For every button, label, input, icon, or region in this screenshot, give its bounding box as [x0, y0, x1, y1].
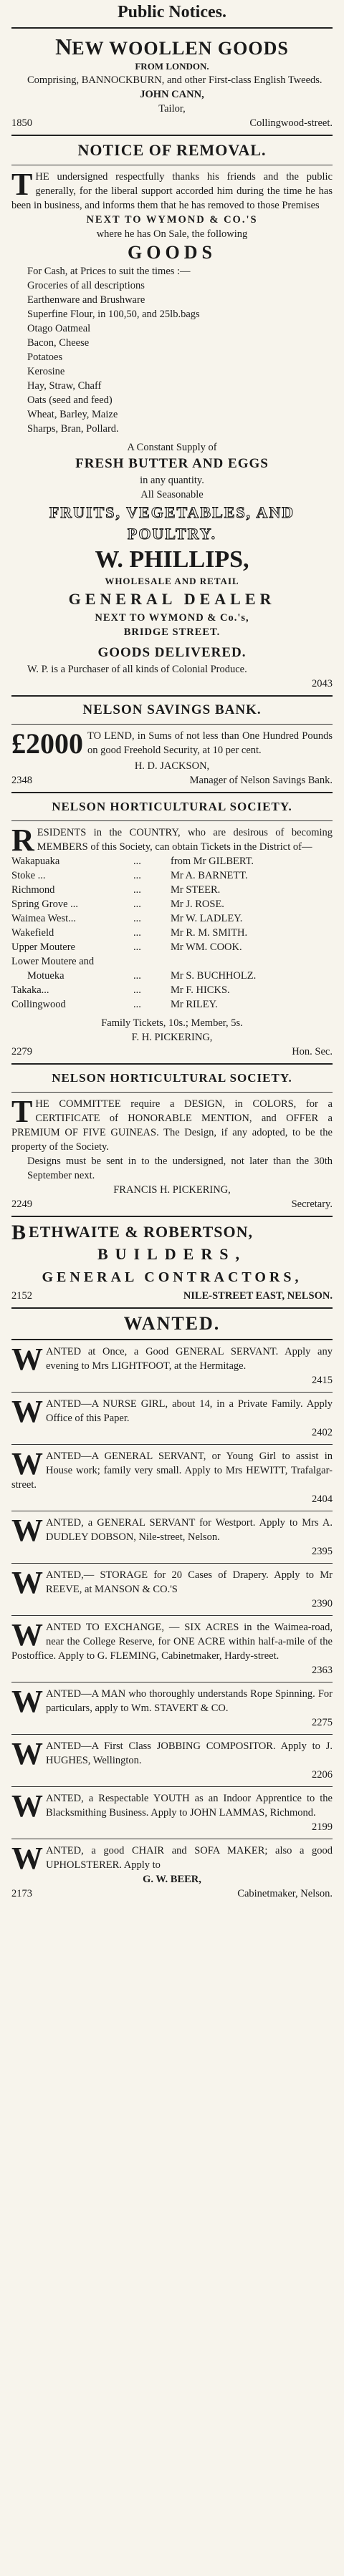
ad-number: 2249 — [11, 1199, 32, 1210]
ad-body: ANTED, a Respectable YOUTH as an Indoor Apprentice to the Blacksmithing Business. Apply to JOHN LAMMAS, Richmond. — [46, 1793, 333, 1819]
ad-title: NELSON SAVINGS BANK. — [82, 702, 262, 717]
list-item: Hay, Straw, Chaff — [27, 380, 102, 392]
ad-number: 2152 — [11, 1290, 32, 1302]
ad-body: TO LEND, in Sums of not less than One Hundred Pounds on good Freehold Security, at 10 per cent. — [87, 730, 333, 756]
drop-cap: W — [11, 1513, 43, 1548]
drop-cap: W — [11, 1736, 43, 1771]
ad-advertiser-name: JOHN CANN, — [140, 89, 204, 100]
ad-number: 2043 — [312, 678, 333, 689]
wanted-ad — [11, 1565, 333, 1611]
divider — [11, 724, 333, 725]
ad-body: HE undersigned respectfully thanks his friends and the public generally, for the liberal support accorded him during the time he has been in business, and informs them that he has removed to those Premises — [11, 171, 333, 211]
ad-savings-bank — [11, 701, 333, 788]
ad-cash-line: For Cash, at Prices to suit the times :— — [27, 266, 191, 277]
drop-cap: B — [11, 1221, 27, 1244]
divider — [11, 1063, 333, 1065]
ad-advertiser-name: FRANCIS H. PICKERING, — [113, 1184, 231, 1196]
ad-title: NELSON HORTICULTURAL SOCIETY. — [52, 1071, 292, 1085]
divider — [11, 1444, 333, 1445]
drop-cap: R — [11, 823, 34, 858]
agent-list — [11, 854, 333, 1012]
divider — [11, 1092, 333, 1093]
ad-footer: W. P. is a Purchaser of all kinds of Colonial Produce. — [27, 664, 247, 675]
agent-row: Spring Grove ... ... Mr J. ROSE. — [11, 899, 224, 910]
wanted-ad — [11, 1788, 333, 1834]
ad-title: NELSON HORTICULTURAL SOCIETY. — [52, 800, 292, 813]
list-item: Bacon, Cheese — [27, 337, 90, 349]
ad-number: 2363 — [312, 1665, 333, 1676]
ad-title: NOTICE OF REMOVAL. — [77, 141, 267, 159]
divider — [11, 1563, 333, 1564]
ad-quantity-line: in any quantity. — [140, 475, 204, 486]
ad-advertiser-role: Manager of Nelson Savings Bank. — [189, 775, 333, 786]
divider — [11, 1392, 333, 1393]
ad-advertiser-role: Tailor, — [158, 103, 186, 115]
ad-body: ANTED,— STORAGE for 20 Cases of Drapery. Apply to Mr REEVE, at MANSON & CO.'S — [46, 1569, 333, 1595]
ad-horticultural-design — [11, 1069, 333, 1211]
ad-builders — [11, 1221, 333, 1303]
list-item: Potatoes — [27, 352, 63, 363]
ad-body: ANTED at Once, a Good GENERAL SERVANT. Apply any evening to Mrs LIGHTFOOT, at the Hermitage. — [46, 1346, 333, 1372]
ad-supply-line: A Constant Supply of — [127, 442, 217, 453]
section-title-public-notices: Public Notices. — [118, 3, 226, 21]
ad-signature: G. W. BEER, — [143, 1874, 201, 1885]
ad-number: 2173 — [11, 1888, 32, 1899]
ad-advertiser-role: Secretary. — [291, 1199, 333, 1210]
wanted-ad — [11, 1394, 333, 1440]
drop-cap: W — [11, 1617, 43, 1652]
wanted-ad — [11, 1736, 333, 1782]
ad-street-line: BRIDGE STREET. — [123, 626, 221, 638]
ad-horticultural-tickets — [11, 798, 333, 1059]
drop-cap: W — [11, 1788, 43, 1824]
ad-advertiser-name: F. H. PICKERING, — [131, 1032, 213, 1043]
agent-row: Collingwood ... Mr RILEY. — [11, 999, 218, 1010]
ad-tickets-line: Family Tickets, 10s.; Member, 5s. — [101, 1017, 243, 1029]
divider — [11, 1615, 333, 1616]
ad-firm-name: ETHWAITE & ROBERTSON, — [29, 1223, 254, 1241]
ad-sale-line: where he has On Sale, the following — [96, 228, 248, 240]
ad-advertiser-role: Hon. Sec. — [292, 1046, 333, 1057]
drop-cap: T — [11, 1094, 33, 1129]
ad-number: 2390 — [312, 1598, 333, 1609]
ad-number: 2404 — [312, 1493, 333, 1505]
list-item: Otago Oatmeal — [27, 323, 91, 334]
agent-row: Waimea West... ... Mr W. LADLEY. — [11, 913, 243, 924]
drop-cap: W — [11, 1565, 43, 1600]
agent-row: Takaka... ... Mr F. HICKS. — [11, 984, 230, 996]
list-item: Superfine Flour, in 100,50, and 25lb.bags — [27, 309, 200, 320]
agent-row: Stoke ... ... Mr A. BARNETT. — [11, 870, 248, 881]
agent-row: Richmond ... Mr STEER. — [11, 884, 221, 896]
ad-body: HE COMMITTEE require a DESIGN, in COLORS, for a CERTIFICATE of HONORABLE MENTION, and OFFER a PREMIUM OF FIVE GUINEAS. The Design, if any adopted, to be the property of the Society. — [11, 1098, 333, 1153]
ad-trade-line: WHOLESALE AND RETAIL — [105, 576, 239, 586]
drop-cap: W — [11, 1394, 43, 1429]
agent-row: Upper Moutere ... Mr WM. COOK. — [11, 941, 242, 953]
wanted-ad — [11, 1446, 333, 1506]
drop-cap: W — [11, 1684, 43, 1719]
ad-body: ANTED, a GENERAL SERVANT for Westport. Apply to Mrs A. DUDLEY DOBSON, Nile-street, Nelson. — [46, 1517, 333, 1543]
ad-advertiser-name: W. PHILLIPS, — [95, 546, 249, 573]
ad-number: 2199 — [312, 1821, 333, 1833]
agent-row: Wakefield ... Mr R. M. SMITH. — [11, 927, 248, 939]
wanted-ad — [11, 1841, 333, 1901]
wanted-ad — [11, 1513, 333, 1559]
ad-notice-of-removal — [11, 140, 333, 691]
ad-headline-initial: N — [55, 34, 72, 59]
ad-goods-heading: GOODS — [128, 242, 216, 263]
ad-body-2: Designs must be sent in to the undersigned, not later than the 30th September next. — [27, 1156, 333, 1181]
ad-number: 2402 — [312, 1427, 333, 1438]
ad-fruits-heading: FRUITS, VEGETABLES, AND — [49, 503, 295, 521]
divider — [11, 1734, 333, 1735]
divider — [11, 820, 333, 821]
divider — [11, 1307, 333, 1309]
drop-cap: W — [11, 1446, 43, 1481]
ad-subhead: FROM LONDON. — [135, 61, 209, 72]
ad-location-line: NEXT TO WYMOND & CO.'S — [86, 214, 258, 226]
wanted-ad — [11, 1617, 333, 1677]
ad-dealer-heading: GENERAL DEALER — [68, 590, 276, 608]
list-item: Kerosine — [27, 366, 65, 377]
wanted-ad — [11, 1342, 333, 1388]
ad-seasonable-line: All Seasonable — [140, 489, 204, 500]
list-item: Oats (seed and feed) — [27, 394, 113, 406]
list-item: Wheat, Barley, Maize — [27, 409, 118, 420]
ad-butter-heading: FRESH BUTTER AND EGGS — [75, 456, 269, 471]
ad-signature-role: Cabinetmaker, Nelson. — [237, 1888, 333, 1899]
wanted-ad — [11, 1684, 333, 1730]
ad-number: 2348 — [11, 775, 32, 786]
ad-trade-line-2: GENERAL CONTRACTORS, — [42, 1269, 302, 1285]
agent-row: Lower Moutere and — [11, 956, 95, 967]
ad-body: ANTED—A GENERAL SERVANT, or Young Girl to assist in House work; family very small. Apply to Mrs HEWITT, Trafalgar-street. — [11, 1451, 333, 1491]
ad-body: ANTED, a good CHAIR and SOFA MAKER; also a good UPHOLSTERER. Apply to — [46, 1845, 333, 1871]
drop-cap: W — [11, 1342, 43, 1377]
divider — [11, 1216, 333, 1217]
ad-number: 2279 — [11, 1046, 32, 1057]
ad-headline: EW WOOLLEN GOODS — [72, 38, 289, 59]
ad-body: ESIDENTS in the COUNTRY, who are desirous of becoming MEMBERS of this Society, can obtain Tickets in the District of— — [37, 827, 333, 853]
divider — [11, 792, 333, 793]
divider — [11, 135, 333, 136]
ad-address: NILE-STREET EAST, NELSON. — [183, 1290, 333, 1302]
ad-delivered-heading: GOODS DELIVERED. — [97, 645, 247, 660]
drop-cap: T — [11, 167, 33, 202]
ad-poultry-heading: POULTRY. — [127, 525, 217, 543]
ad-number: 2275 — [312, 1717, 333, 1728]
divider — [11, 1786, 333, 1787]
agent-row: Motueka ... Mr S. BUCHHOLZ. — [27, 970, 257, 982]
ad-number: 2415 — [312, 1375, 333, 1386]
ad-advertiser-name: H. D. JACKSON, — [134, 760, 210, 772]
agent-row: Wakapuaka ... from Mr GILBERT. — [11, 856, 254, 867]
ad-trade-line: BUILDERS, — [97, 1245, 247, 1263]
ad-number: 2395 — [312, 1546, 333, 1557]
list-item: Earthenware and Brushware — [27, 294, 145, 306]
ad-number: 2206 — [312, 1769, 333, 1781]
goods-list — [11, 279, 333, 436]
ad-location-line: NEXT TO WYMOND & Co.'s, — [95, 612, 249, 624]
list-item: Groceries of all descriptions — [27, 280, 145, 291]
divider — [11, 695, 333, 697]
drop-cap: W — [11, 1841, 43, 1876]
ad-number: 1850 — [11, 117, 32, 129]
divider — [11, 1339, 333, 1340]
ad-body: ANTED—A MAN who thoroughly understands Rope Spinning. For particulars, apply to Wm. STAVERT & CO. — [46, 1688, 333, 1714]
list-item: Sharps, Bran, Pollard. — [27, 423, 119, 435]
ad-body: ANTED—A NURSE GIRL, about 14, in a Private Family. Apply Office of this Paper. — [46, 1398, 333, 1424]
ad-body: ANTED—A First Class JOBBING COMPOSITOR. Apply to J. HUGHES, Wellington. — [46, 1740, 333, 1766]
ad-woollen-goods — [11, 33, 333, 130]
ad-body: ANTED TO EXCHANGE, — SIX ACRES in the Waimea-road, near the College Reserve, for ONE ACRE within half-a-mile of the Postoffice. Apply to G. FLEMING, Cabinetmaker, Hardy-street. — [11, 1622, 333, 1662]
section-title-wanted: WANTED. — [123, 1313, 221, 1334]
ad-amount: £2000 — [11, 727, 83, 760]
newspaper-page — [0, 1, 344, 2576]
divider — [11, 27, 333, 29]
ad-address: Collingwood-street. — [249, 117, 333, 129]
ad-body: Comprising, BANNOCKBURN, and other First-class English Tweeds. — [27, 74, 322, 86]
